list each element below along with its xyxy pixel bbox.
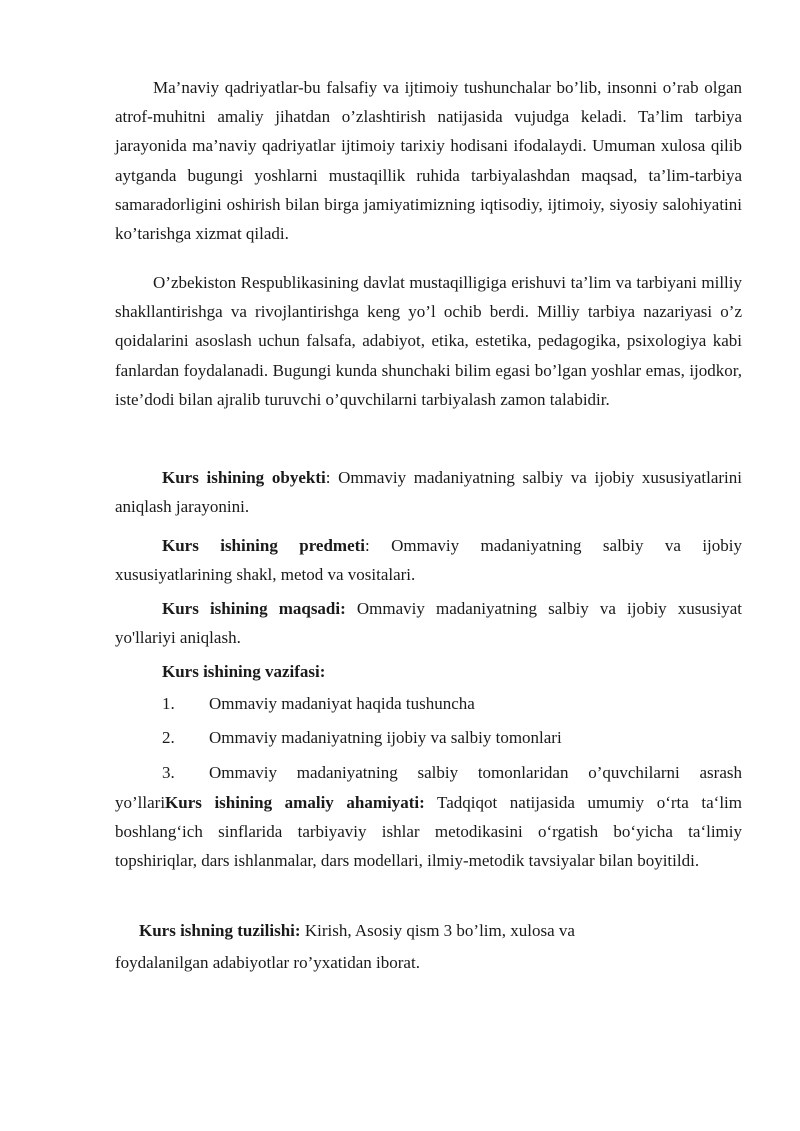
structure-label: Kurs ishning tuzilishi: xyxy=(139,921,301,940)
paragraph-independence: O’zbekiston Respublikasining davlat mustaqilligiga erishuvi ta’lim va tarbiyani milliy shakllantirishga va rivojlantirishga keng yo’l ochib berdi. Milliy tarbiya nazariyasi o’z qoidalarini asoslash uchun falsafa, adabiyot, etika, estetika, pedagogika, psixologiya kabi fanlardan foydalanadi. Bugungi kunda shunchaki bilim egasi bo’lgan yoshlar emas, ijodkor, iste’dodi bilan ajralib turuvchi o’quvchilarni tarbiyalash zamon talabidir. xyxy=(115,273,742,409)
list-text: Ommaviy madaniyatning salbiy tomonlaridan o’quvchilarni asrash xyxy=(209,763,742,782)
list-text: Ommaviy madaniyatning ijobiy va salbiy tomonlari xyxy=(209,728,562,747)
list-number: 2. xyxy=(162,728,175,747)
list-item xyxy=(162,758,742,787)
object-label: Kurs ishining obyekti xyxy=(162,468,326,487)
subject-text: : Ommaviy madaniyatning salbiy va ijobiy xususiyatlarining shakl, metod va vositalari. xyxy=(115,536,742,585)
paragraph-object xyxy=(115,463,742,521)
object-text: : Ommaviy madaniyatning salbiy va ijobiy xususiyatlarini aniqlash jarayonini. xyxy=(115,468,742,517)
paragraph-subject xyxy=(115,531,742,589)
structure-text: Kirish, Asosiy qism 3 bo’lim, xulosa va xyxy=(300,921,575,940)
list-text: Ommaviy madaniyat haqida tushuncha xyxy=(209,694,475,713)
paragraph-structure xyxy=(139,916,575,945)
paragraph-structure-cont: foydalanilgan adabiyotlar ro’yxatidan iborat. xyxy=(115,953,420,972)
paragraph-intro: Ma’naviy qadriyatlar-bu falsafiy va ijtimoiy tushunchalar bo’lib, insonni o’rab olgan atrof-muhitni amaliy jihatdan o’zlashtirish natijasida vujudga keladi. Ta’lim tarbiya jarayonida ma’naviy qadriyatlar ijtimoiy tarixiy hodisani ifodalaydi. Umuman xulosa qilib aytganda bugungi yoshlarni mustaqillik ruhida tarbiyalashdan maqsad, ta’lim-tarbiya samaradorligini oshirish bilan birga jamiyatimizning iqtisodiy, ijtimoiy, siyosiy salohiyatini ko’tarishga xizmat qiladi. xyxy=(115,78,742,244)
goal-label: Kurs ishining maqsadi: xyxy=(162,599,346,618)
list-number: 1. xyxy=(162,694,175,713)
subject-label: Kurs ishining predmeti xyxy=(162,536,366,555)
paragraph-practical xyxy=(115,788,742,876)
goal-text: Ommaviy madaniyatning salbiy va ijobiy xususiyat yo'llariyi aniqlash. xyxy=(115,599,742,648)
practical-prefix: yo’llari xyxy=(115,793,166,812)
list-item xyxy=(162,689,742,718)
list-number: 3. xyxy=(162,763,175,782)
list-item xyxy=(162,723,742,752)
tasks-heading: Kurs ishining vazifasi: xyxy=(162,662,326,681)
paragraph-goal xyxy=(115,594,742,652)
practical-text: Tadqiqot natijasida umumiy o‘rta ta‘lim boshlang‘ich sinflarida tarbiyaviy ishlar metodikasini o‘rgatish bo‘yicha ta‘limiy topshiriqlar, dars ishlanmalar, dars modellari, ilmiy-metodik tavsiyalar bilan boyitildi. xyxy=(115,793,742,871)
practical-label: Kurs ishining amaliy ahamiyati: xyxy=(165,793,425,812)
